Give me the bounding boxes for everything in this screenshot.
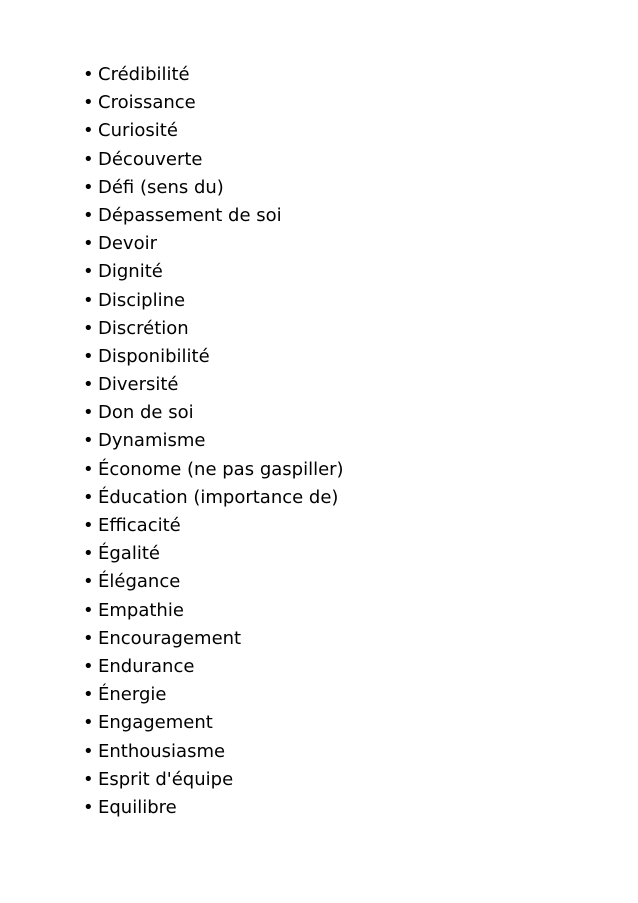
bullet-icon: •: [83, 64, 94, 85]
bullet-icon: •: [83, 317, 94, 339]
list-item-label: Dynamisme: [98, 430, 206, 452]
bullet-icon: •: [83, 684, 94, 706]
list-item: [83, 230, 344, 258]
bullet-icon: •: [83, 402, 94, 424]
bullet-icon: •: [83, 120, 94, 142]
list-item-label: Devoir: [98, 233, 158, 255]
list-item: [83, 315, 344, 343]
list-item-label: Efficacité: [98, 515, 181, 536]
list-item: [83, 709, 344, 737]
list-item: [83, 258, 344, 286]
list-item-label: Curiosité: [98, 120, 178, 142]
list-item: [83, 456, 344, 484]
bullet-icon: •: [83, 233, 94, 255]
list-item-label: Enthousiasme: [98, 740, 226, 762]
bullet-icon: •: [83, 458, 94, 480]
list-item-label: Diversité: [98, 374, 179, 396]
list-item: [83, 738, 344, 766]
list-item-label: Disponibilité: [98, 345, 210, 367]
list-item: [83, 343, 344, 371]
list-item-label: Éducation (importance de): [98, 486, 339, 508]
bullet-icon: •: [83, 655, 94, 677]
list-item: [83, 202, 344, 230]
values-list: [83, 61, 344, 822]
list-item-label: Don de soi: [98, 402, 194, 424]
bullet-icon: •: [83, 289, 94, 311]
list-item-label: Discrétion: [98, 317, 189, 339]
list-item: [83, 427, 344, 455]
list-item-label: Discipline: [98, 289, 186, 311]
list-item-label: Dépassement de soi: [98, 204, 282, 226]
list-item: [83, 597, 344, 625]
list-item: [83, 146, 344, 174]
list-item-label: Encouragement: [98, 627, 242, 649]
list-item: [83, 794, 344, 822]
list-item: [83, 61, 344, 89]
bullet-icon: •: [83, 627, 94, 649]
list-item: [83, 399, 344, 427]
bullet-icon: •: [83, 740, 94, 762]
bullet-icon: •: [83, 345, 94, 367]
bullet-icon: •: [83, 571, 94, 593]
list-item-label: Crédibilité: [98, 64, 190, 85]
list-item-label: Dignité: [98, 261, 163, 283]
list-item: [83, 512, 344, 540]
list-item: [83, 540, 344, 568]
list-item-label: Défi (sens du): [98, 176, 224, 198]
list-item-label: Égalité: [98, 543, 160, 565]
bullet-icon: •: [83, 148, 94, 170]
list-item-label: Endurance: [98, 655, 195, 677]
list-item: [83, 681, 344, 709]
list-item: [83, 484, 344, 512]
list-item-label: Croissance: [98, 92, 196, 114]
list-item-label: Engagement: [98, 712, 213, 734]
bullet-icon: •: [83, 176, 94, 198]
list-item-label: Découverte: [98, 148, 203, 170]
bullet-icon: •: [83, 599, 94, 621]
list-item: [83, 766, 344, 794]
bullet-icon: •: [83, 543, 94, 565]
bullet-icon: •: [83, 261, 94, 283]
bullet-icon: •: [83, 768, 94, 790]
bullet-icon: •: [83, 374, 94, 396]
list-item-label: Equilibre: [98, 796, 177, 818]
list-item-label: Élégance: [98, 571, 181, 593]
bullet-icon: •: [83, 92, 94, 114]
bullet-icon: •: [83, 204, 94, 226]
list-item: [83, 568, 344, 596]
list-item: [83, 174, 344, 202]
list-item: [83, 89, 344, 117]
bullet-icon: •: [83, 515, 94, 536]
list-item-label: Empathie: [98, 599, 184, 621]
list-item-label: Esprit d'équipe: [98, 768, 234, 790]
list-item: [83, 653, 344, 681]
list-item-label: Économe (ne pas gaspiller): [98, 458, 344, 480]
list-item: [83, 287, 344, 315]
list-item: [83, 371, 344, 399]
bullet-icon: •: [83, 712, 94, 734]
bullet-icon: •: [83, 430, 94, 452]
list-item: [83, 117, 344, 145]
bullet-icon: •: [83, 486, 94, 508]
list-item: [83, 625, 344, 653]
bullet-icon: •: [83, 796, 94, 818]
list-item-label: Énergie: [98, 684, 167, 706]
